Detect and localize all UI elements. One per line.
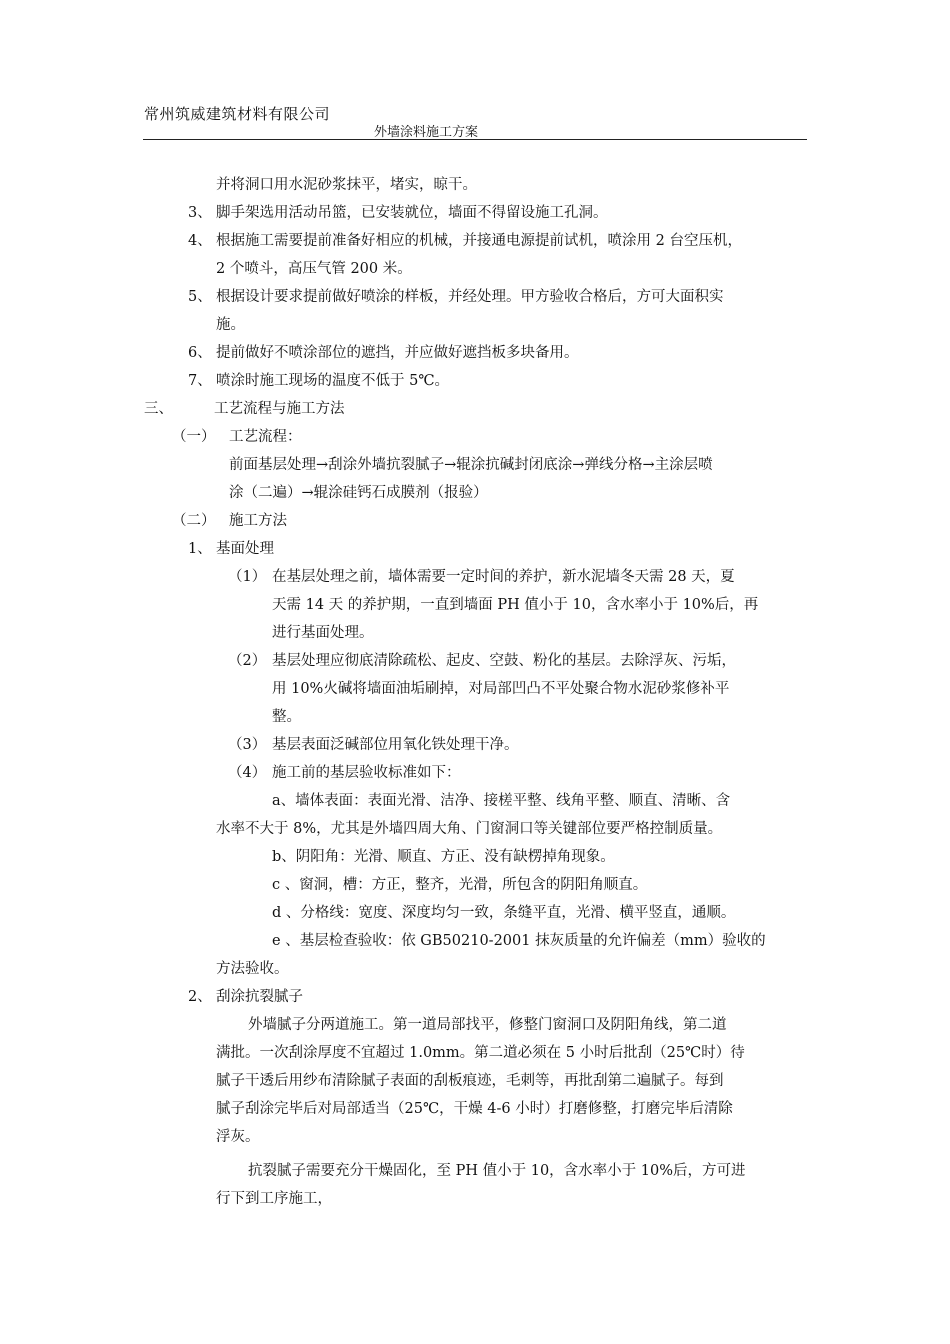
- subsection-number: （一）: [172, 429, 216, 445]
- body-line: 腻子刮涂完毕后对局部适当（25℃，干燥 4-6 小时）打磨修整，打磨完毕后清除: [216, 1101, 733, 1117]
- body-line: 行下到工序施工，: [216, 1191, 332, 1207]
- header-document-title: 外墙涂料施工方案: [374, 125, 479, 140]
- body-line: 提前做好不喷涂部位的遮挡，并应做好遮挡板多块备用。: [216, 345, 579, 361]
- body-line: 在基层处理之前，墙体需要一定时间的养护，新水泥墙冬天需 28 天，夏: [272, 569, 735, 585]
- body-line: d 、分格线：宽度、深度均匀一致，条缝平直，光滑、横平竖直，通顺。: [272, 905, 736, 921]
- section-heading: 工艺流程与施工方法: [214, 401, 345, 417]
- body-line: 根据设计要求提前做好喷涂的样板，并经处理。甲方验收合格后，方可大面积实: [216, 289, 724, 305]
- body-line: 进行基面处理。: [272, 625, 374, 641]
- item-number: 6、: [188, 345, 212, 361]
- body-line: 整。: [272, 709, 301, 725]
- body-line: 2 个喷斗，高压气管 200 米。: [216, 261, 412, 277]
- sub-item-number: （3）: [228, 737, 267, 753]
- body-line: 外墙腻子分两道施工。第一道局部找平，修整门窗洞口及阴阳角线，第二道: [248, 1017, 727, 1033]
- body-line: 抗裂腻子需要充分干燥固化，至 PH 值小于 10，含水率小于 10%后，方可进: [248, 1163, 746, 1179]
- subsection-number: （二）: [172, 513, 216, 529]
- subsection-heading: 工艺流程：: [229, 429, 302, 445]
- body-line: 方法验收。: [216, 961, 289, 977]
- body-line: c 、窗洞，槽：方正，整齐，光滑，所包含的阴阳角顺直。: [272, 877, 648, 893]
- item-heading: 刮涂抗裂腻子: [216, 989, 303, 1005]
- item-number: 5、: [188, 289, 212, 305]
- body-line: 前面基层处理→刮涂外墙抗裂腻子→辊涂抗碱封闭底涂→弹线分格→主涂层喷: [229, 457, 713, 473]
- body-line: 喷涂时施工现场的温度不低于 5℃。: [216, 373, 450, 389]
- sub-item-number: （4）: [228, 765, 267, 781]
- body-line: b、阴阳角：光滑、顺直、方正、没有缺楞掉角现象。: [272, 849, 615, 865]
- body-line: e 、基层检查验收：依 GB50210-2001 抹灰质量的允许偏差（mm）验收的: [272, 933, 766, 949]
- body-line: 浮灰。: [216, 1129, 260, 1145]
- body-line: 脚手架选用活动吊篮，已安装就位，墙面不得留设施工孔洞。: [216, 205, 608, 221]
- item-number: 3、: [188, 205, 212, 221]
- item-number: 1、: [188, 541, 212, 557]
- section-number: 三、: [144, 401, 173, 417]
- item-heading: 基面处理: [216, 541, 274, 557]
- body-line: a、墙体表面：表面光滑、洁净、接槎平整、线角平整、顺直、清晰、含: [272, 793, 731, 809]
- item-number: 4、: [188, 233, 212, 249]
- body-line: 腻子干透后用纱布清除腻子表面的刮板痕迹，毛刺等，再批刮第二遍腻子。每到: [216, 1073, 724, 1089]
- body-line: 施。: [216, 317, 245, 333]
- sub-item-number: （2）: [228, 653, 267, 669]
- body-line: 根据施工需要提前准备好相应的机械，并接通电源提前试机，喷涂用 2 台空压机，: [216, 233, 742, 249]
- header-rule: [143, 139, 807, 140]
- body-line: 用 10%火碱将墙面油垢刷掉，对局部凹凸不平处聚合物水泥砂浆修补平: [272, 681, 730, 697]
- header-company-name: 常州筑威建筑材料有限公司: [144, 105, 331, 123]
- body-line: 基层表面泛碱部位用氧化铁处理干净。: [272, 737, 519, 753]
- body-line: 施工前的基层验收标准如下：: [272, 765, 461, 781]
- body-line: 天需 14 天 的养护期，一直到墙面 PH 值小于 10，含水率小于 10%后，再: [272, 597, 759, 613]
- item-number: 7、: [188, 373, 212, 389]
- sub-item-number: （1）: [228, 569, 267, 585]
- body-line: 水率不大于 8%，尤其是外墙四周大角、门窗洞口等关键部位要严格控制质量。: [216, 821, 723, 837]
- body-line: 满批。一次刮涂厚度不宜超过 1.0mm。第二道必须在 5 小时后批刮（25℃时）待: [216, 1045, 745, 1061]
- subsection-heading: 施工方法: [229, 513, 287, 529]
- item-number: 2、: [188, 989, 212, 1005]
- body-line: 并将洞口用水泥砂浆抹平，堵实，晾干。: [216, 177, 477, 193]
- body-line: 基层处理应彻底清除疏松、起皮、空鼓、粉化的基层。去除浮灰、污垢，: [272, 653, 736, 669]
- body-line: 涂（二遍）→辊涂硅钙石成膜剂（报验）: [229, 485, 488, 501]
